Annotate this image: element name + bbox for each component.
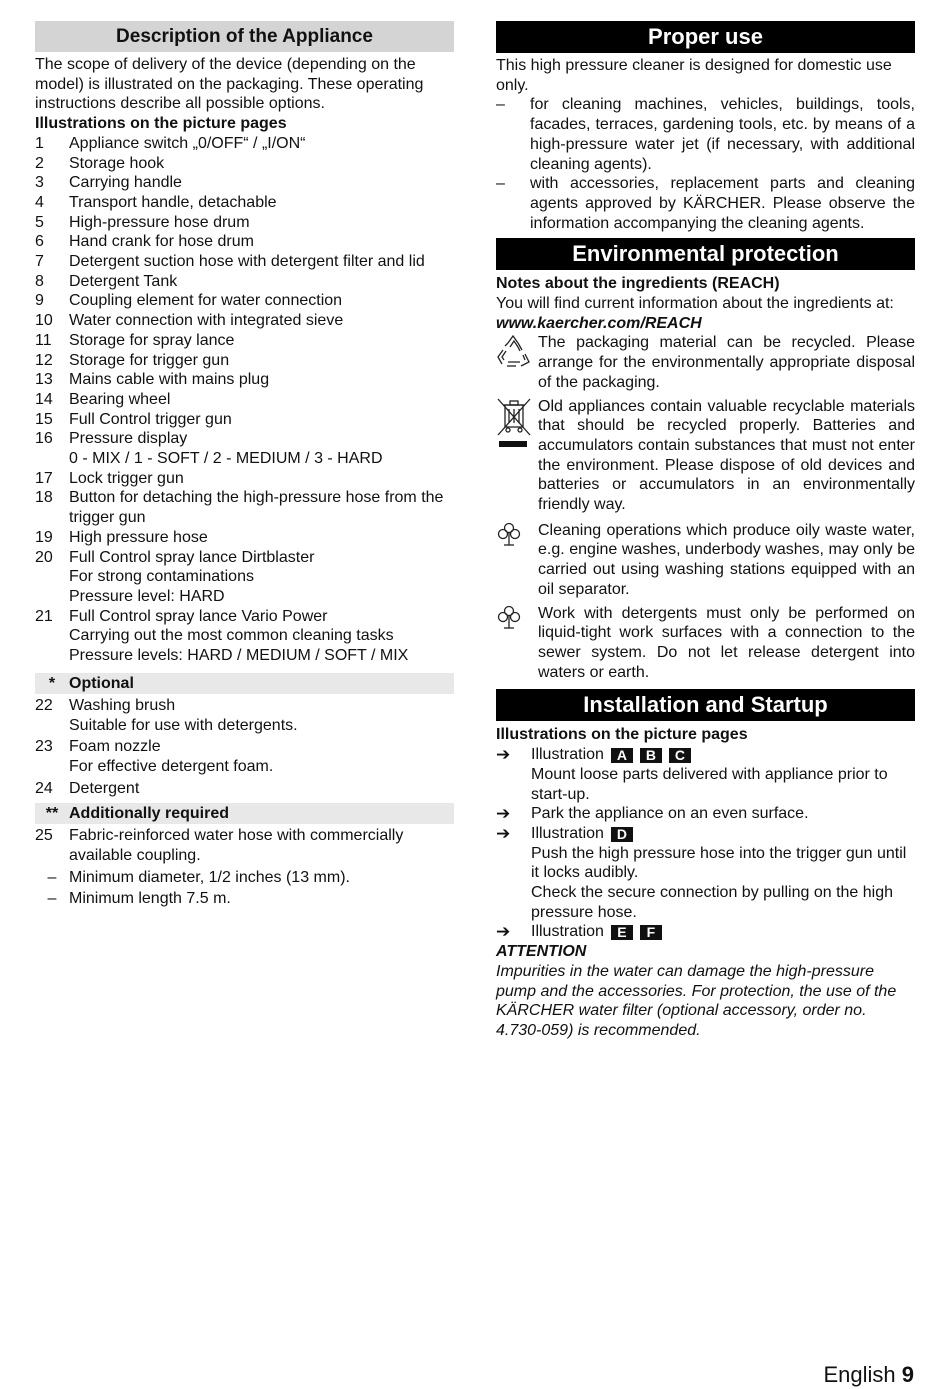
description-intro: The scope of delivery of the device (depending on the model) is illustrated on the packaging. These operating instructions describe all possible options. xyxy=(35,56,424,113)
arrow-icon: ➔ xyxy=(496,804,511,824)
list-item: 1 Appliance switch „0/OFF“ / „I/ON“ xyxy=(35,134,306,152)
reach-subheading: Notes about the ingredients (REACH) xyxy=(496,275,780,293)
proper-use-heading: Proper use xyxy=(496,21,915,53)
install-step-detail: Mount loose parts delivered with appliance prior to start-up. xyxy=(531,765,888,803)
reach-text: You will find current information about the ingredients at: xyxy=(496,295,894,313)
install-step-detail: Check the secure connection by pulling on the high pressure hose. xyxy=(531,884,894,921)
list-item: 17 Lock trigger gun xyxy=(35,469,184,487)
list-item: 25 Fabric-reinforced water hose with commercially available coupling. xyxy=(35,827,404,865)
reach-url: www.kaercher.com/REACH xyxy=(496,314,702,332)
detergent-note: Work with detergents must only be performed on liquid-tight work surfaces with a connection to the sewer system. Do not let release detergent into waters or earth. xyxy=(496,604,915,683)
list-item: 10 Water connection with integrated sieve xyxy=(35,312,344,330)
list-item: 22 Washing brush xyxy=(35,696,176,714)
install-step-detail: Push the high pressure hose into the trigger gun until it locks audibly. xyxy=(531,844,907,882)
install-step: ➔ Illustration E F xyxy=(496,922,915,942)
list-item: 14 Bearing wheel xyxy=(35,390,171,408)
install-step: ➔ Illustration A B C xyxy=(496,745,915,765)
list-item: 16 Pressure display xyxy=(35,430,188,448)
list-item-detail: For strong contaminations xyxy=(69,568,254,586)
proper-use-intro: This high pressure cleaner is designed for domestic use only. xyxy=(496,57,892,94)
figure-label: C xyxy=(669,748,691,763)
figure-label: F xyxy=(640,925,662,940)
optional-header: * Optional xyxy=(35,673,454,694)
description-heading: Description of the Appliance xyxy=(35,21,454,52)
list-item: 7 Detergent suction hose with detergent filter and lid xyxy=(35,253,425,271)
list-item: 23 Foam nozzle xyxy=(35,738,161,756)
figure-label: A xyxy=(611,748,633,763)
figure-label: B xyxy=(640,748,662,763)
list-item-detail: Pressure level: HARD xyxy=(69,587,225,605)
recycling-note: The packaging material can be recycled. Please arrange for the environmentally appropriate disposal of the packaging. xyxy=(496,333,915,392)
list-item: 11 Storage for spray lance xyxy=(35,331,235,349)
list-item-detail: 0 - MIX / 1 - SOFT / 2 - MEDIUM / 3 - HARD xyxy=(69,450,383,468)
required-header: ** Additionally required xyxy=(35,803,454,824)
list-item: 24 Detergent xyxy=(35,779,140,797)
arrow-icon: ➔ xyxy=(496,745,511,765)
list-item: 3 Carrying handle xyxy=(35,174,182,192)
figure-label: E xyxy=(611,925,633,940)
figure-label: D xyxy=(611,827,633,842)
list-item: 5 High-pressure hose drum xyxy=(35,213,250,231)
list-item: – with accessories, replacement parts and cleaning agents approved by KÄRCHER. Please observe the information accompanying the cleaning agents. xyxy=(496,175,915,232)
recycling-icon xyxy=(496,333,538,392)
arrow-icon: ➔ xyxy=(496,823,511,843)
list-item: 19 High pressure hose xyxy=(35,528,208,546)
list-item-detail: Suitable for use with detergents. xyxy=(69,716,298,734)
parts-list xyxy=(35,134,454,666)
list-item-detail: For effective detergent foam. xyxy=(69,757,274,775)
install-subheading: Illustrations on the picture pages xyxy=(496,726,748,744)
list-item: – Minimum diameter, 1/2 inches (13 mm). xyxy=(47,868,350,886)
attention-text: Impurities in the water can damage the high-pressure pump and the accessories. For protection, the use of the KÄRCHER water filter (optional accessory, order no. 4.730-059) is recommended. xyxy=(496,962,897,1039)
list-item: 6 Hand crank for hose drum xyxy=(35,233,254,251)
list-item: 8 Detergent Tank xyxy=(35,272,178,290)
install-step: ➔ Park the appliance on an even surface. xyxy=(496,804,809,824)
list-item: 15 Full Control trigger gun xyxy=(35,410,232,428)
list-item: 12 Storage for trigger gun xyxy=(35,351,230,369)
environment-icon xyxy=(496,521,538,600)
list-item: 20 Full Control spray lance Dirtblaster xyxy=(35,548,315,566)
disposal-note: Old appliances contain valuable recyclable materials that should be recycled properly. Batteries and accumulators contain substances that must not enter the environment. Please dispose of old devices and batteries or accumulators in an environmentally friendly way. xyxy=(496,397,915,515)
list-item: – Minimum length 7.5 m. xyxy=(47,890,231,908)
crossed-bin-icon xyxy=(496,397,538,515)
list-item-detail: Pressure levels: HARD / MEDIUM / SOFT / MIX xyxy=(69,647,409,665)
list-item-detail: Carrying out the most common cleaning tasks xyxy=(69,627,394,645)
footer-language: English xyxy=(823,1362,896,1387)
installation-heading: Installation and Startup xyxy=(496,689,915,721)
list-item: 13 Mains cable with mains plug xyxy=(35,371,270,389)
list-item: 4 Transport handle, detachable xyxy=(35,193,277,211)
page-number: 9 xyxy=(901,1362,914,1387)
right-column xyxy=(496,21,915,1041)
list-item: 9 Coupling element for water connection xyxy=(35,292,343,310)
list-item: 2 Storage hook xyxy=(35,154,165,172)
install-step: ➔ Illustration D xyxy=(496,824,915,844)
illustrations-subheading: Illustrations on the picture pages xyxy=(35,115,287,133)
page-footer xyxy=(823,1362,914,1388)
environment-icon xyxy=(496,604,538,683)
list-item: – for cleaning machines, vehicles, buildings, tools, facades, terraces, gardening tools, etc. by means of a high-pressure water jet (if necessary, with additional cleaning agents). xyxy=(496,96,915,173)
list-item: 21 Full Control spray lance Vario Power xyxy=(35,607,328,625)
arrow-icon: ➔ xyxy=(496,922,511,942)
oil-waste-note: Cleaning operations which produce oily waste water, e.g. engine washes, underbody washes, may only be carried out using washing stations equipped with an oil separator. xyxy=(496,521,915,600)
list-item: 18 Button for detaching the high-pressure hose from the trigger gun xyxy=(35,489,444,527)
environment-heading: Environmental protection xyxy=(496,238,915,270)
attention-label: ATTENTION xyxy=(496,943,587,961)
description-column xyxy=(35,21,454,909)
